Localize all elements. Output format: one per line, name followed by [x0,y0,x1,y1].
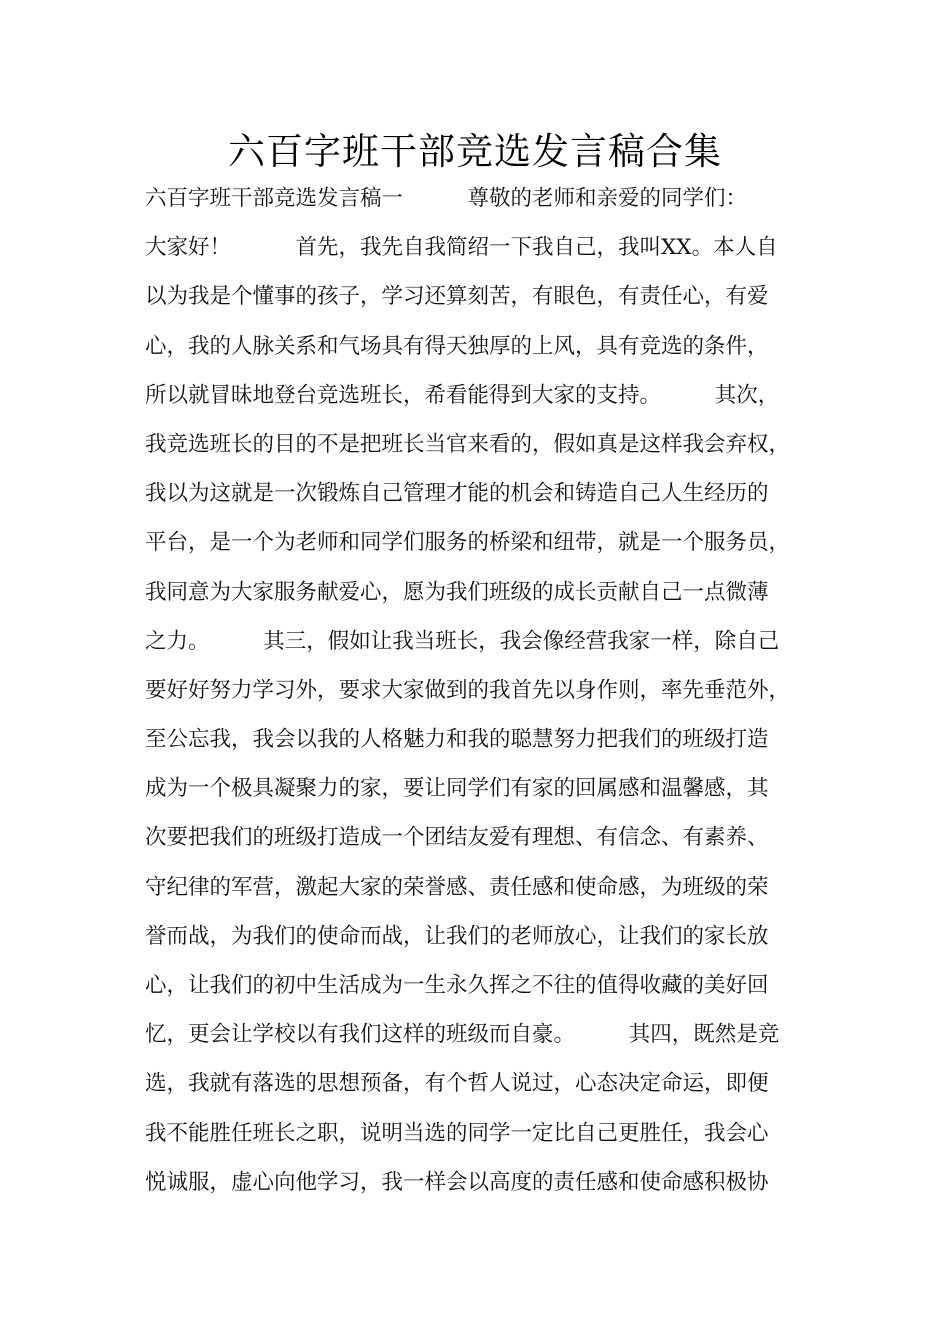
text-line: 忆，更会让学校以有我们这样的班级而自豪。 其四，既然是竞 [145,1022,780,1048]
text-line: 平台，是一个为老师和同学们服务的桥梁和纽带，就是一个服务员， [145,530,791,556]
text-line: 我不能胜任班长之职，说明当选的同学一定比自己更胜任，我会心 [145,1120,769,1146]
text-line: 守纪律的军营，激起大家的荣誉感、责任感和使命感，为班级的荣 [145,874,769,900]
text-line: 至公忘我，我会以我的人格魅力和我的聪慧努力把我们的班级打造 [145,727,769,753]
text-line: 誉而战，为我们的使命而战，让我们的老师放心，让我们的家长放 [145,923,769,949]
document-body [145,182,825,1215]
document-title: 六百字班干部竞选发言稿合集 [228,130,722,173]
text-line: 六百字班干部竞选发言稿一 尊敬的老师和亲爱的同学们： [145,186,748,211]
text-line: 悦诚服，虚心向他学习，我一样会以高度的责任感和使命感积极协 [145,1169,769,1195]
text-line: 成为一个极具凝聚力的家，要让同学们有家的回属感和温馨感，其 [145,776,769,802]
text-line: 我以为这就是一次锻炼自己管理才能的机会和铸造自己人生经历的 [145,481,769,507]
text-line: 选，我就有落选的思想预备，有个哲人说过，心态决定命运，即便 [145,1071,769,1097]
text-line: 所以就冒昧地登台竞选班长，希看能得到大家的支持。 其次， [145,382,780,408]
text-line: 我同意为大家服务献爱心，愿为我们班级的成长贡献自己一点微薄 [145,579,769,605]
text-line: 要好好努力学习外，要求大家做到的我首先以身作则，率先垂范外， [145,677,791,703]
text-line: 心，让我们的初中生活成为一生永久挥之不往的值得收藏的美好回 [145,973,769,998]
text-line: 以为我是个懂事的孩子，学习还算刻苦，有眼色，有责任心，有爱 [145,284,769,310]
text-line: 之力。 其三，假如让我当班长，我会像经营我家一样，除自己 [145,628,780,654]
text-line: 次要把我们的班级打造成一个团结友爱有理想、有信念、有素养、 [145,825,769,851]
text-line: 我竞选班长的目的不是把班长当官来看的，假如真是这样我会弃权， [145,431,791,457]
text-line: 心，我的人脉关系和气场具有得天独厚的上风，具有竞选的条件， [145,333,769,359]
text-line: 大家好！ 首先，我先自我简绍一下我自己，我叫XX。本人自 [145,235,778,261]
